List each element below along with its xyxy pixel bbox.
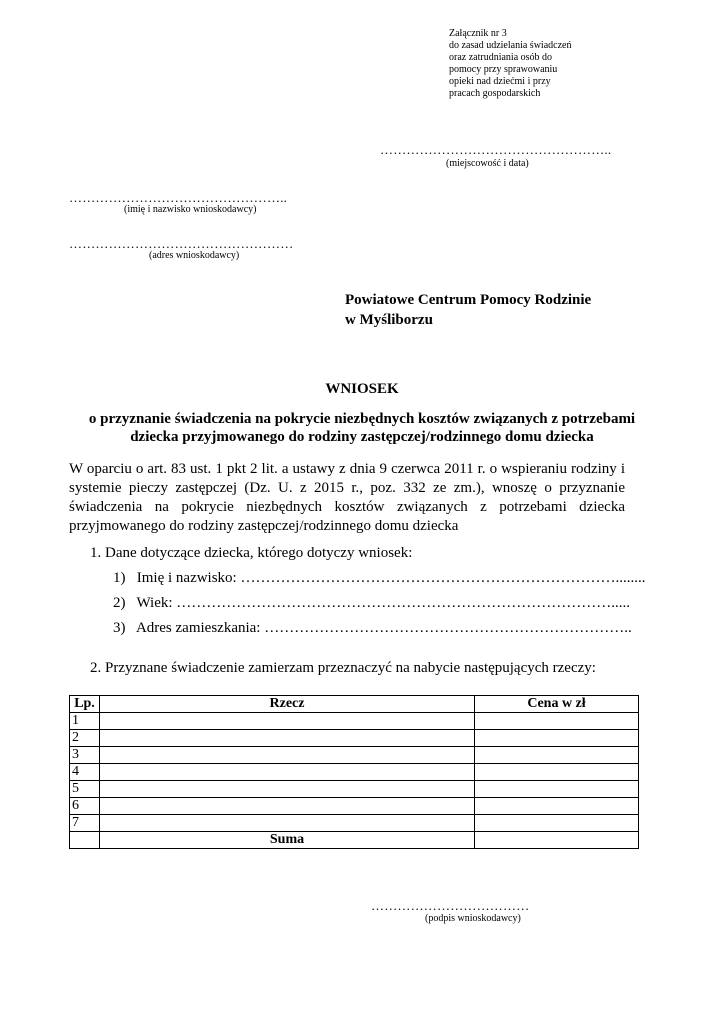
price-cell[interactable] xyxy=(475,798,639,815)
child-age-field[interactable]: ……………………………………………………………………………..... xyxy=(176,595,631,611)
child-name-row xyxy=(113,570,645,587)
item-cell[interactable] xyxy=(100,781,475,798)
attachment-line: pomocy przy sprawowaniu xyxy=(449,64,558,75)
row-number: 1 xyxy=(70,713,100,730)
table-row xyxy=(70,713,639,730)
price-cell[interactable] xyxy=(475,781,639,798)
section-heading-text: Przyznane świadczenie zamierzam przeznaczyć na nabycie następujących rzeczy: xyxy=(105,660,596,676)
header-lp: Lp. xyxy=(70,696,100,713)
attachment-line: opieki nad dziećmi i przy xyxy=(449,76,551,87)
item-cell[interactable] xyxy=(100,798,475,815)
table-row xyxy=(70,764,639,781)
items-table xyxy=(69,695,639,849)
row-number: 4 xyxy=(70,764,100,781)
applicant-name-caption: (imię i nazwisko wnioskodawcy) xyxy=(124,204,257,215)
attachment-line: do zasad udzielania świadczeń xyxy=(449,40,572,51)
sum-value-cell[interactable] xyxy=(475,832,639,849)
child-age-label: Wiek: xyxy=(136,595,173,611)
header-item: Rzecz xyxy=(100,696,475,713)
child-address-label: Adres zamieszkania: xyxy=(135,620,261,636)
row-number: 5 xyxy=(70,781,100,798)
child-address-row xyxy=(113,620,632,637)
attachment-line: Załącznik nr 3 xyxy=(449,28,507,39)
place-date-field[interactable]: …………………………………………….. xyxy=(380,142,612,157)
price-cell[interactable] xyxy=(475,747,639,764)
sum-label: Suma xyxy=(100,832,475,849)
item-number: 1) xyxy=(113,570,126,586)
section-number: 2. xyxy=(90,660,102,676)
item-cell[interactable] xyxy=(100,730,475,747)
subtitle-line: o przyznanie świadczenia na pokrycie niezbędnych kosztów związanych z potrzebami xyxy=(88,411,636,427)
price-cell[interactable] xyxy=(475,764,639,781)
row-number: 2 xyxy=(70,730,100,747)
section-1-heading xyxy=(90,545,412,562)
child-age-row xyxy=(113,595,630,612)
institution-address xyxy=(345,290,591,330)
table-row xyxy=(70,815,639,832)
applicant-name-field[interactable]: ………………………………………….. xyxy=(69,190,288,205)
child-name-field[interactable]: …………………………………………………………………........ xyxy=(240,570,646,586)
item-cell[interactable] xyxy=(100,764,475,781)
table-row xyxy=(70,781,639,798)
row-number: 6 xyxy=(70,798,100,815)
document-subtitle xyxy=(0,410,724,446)
signature-caption: (podpis wnioskodawcy) xyxy=(425,913,521,924)
child-name-label: Imię i nazwisko: xyxy=(136,570,237,586)
place-date-caption: (miejscowość i data) xyxy=(446,158,529,169)
child-address-field[interactable]: ……………………………………………………………….. xyxy=(264,620,632,636)
intro-paragraph: W oparciu o art. 83 ust. 1 pkt 2 lit. a ustawy z dnia 9 czerwca 2011 r. o wspieraniu rodziny i systemie pieczy zastępczej (Dz. U. z 2015 r., poz. 332 ze zm.), wnoszę o przyznanie świadczenia na pokrycie niezbędnych kosztów związanych z potrzebami dziecka przyjmowanego do rodziny zastępczej/rodzinnego domu dziecka xyxy=(69,461,625,534)
subtitle-line: dziecka przyjmowanego do rodziny zastępczej/rodzinnego domu dziecka xyxy=(130,429,594,445)
item-cell[interactable] xyxy=(100,815,475,832)
item-cell[interactable] xyxy=(100,713,475,730)
row-number: 7 xyxy=(70,815,100,832)
header-price: Cena w zł xyxy=(475,696,639,713)
item-number: 3) xyxy=(113,620,126,636)
table-row xyxy=(70,730,639,747)
sum-empty-cell xyxy=(70,832,100,849)
price-cell[interactable] xyxy=(475,713,639,730)
row-number: 3 xyxy=(70,747,100,764)
price-cell[interactable] xyxy=(475,730,639,747)
table-sum-row xyxy=(70,832,639,849)
attachment-line: pracach gospodarskich xyxy=(449,88,541,99)
price-cell[interactable] xyxy=(475,815,639,832)
institution-city: w Myśliborzu xyxy=(345,312,433,328)
institution-name: Powiatowe Centrum Pomocy Rodzinie xyxy=(345,292,592,308)
table-row xyxy=(70,747,639,764)
section-2-heading xyxy=(90,660,596,677)
signature-field[interactable]: ……………………………… xyxy=(371,898,530,913)
section-heading-text: Dane dotyczące dziecka, którego dotyczy wniosek: xyxy=(105,545,413,561)
applicant-address-caption: (adres wnioskodawcy) xyxy=(149,250,240,261)
attachment-note xyxy=(449,28,571,100)
table-header-row xyxy=(70,696,639,713)
attachment-line: oraz zatrudniania osób do xyxy=(449,52,553,63)
table-row xyxy=(70,798,639,815)
document-title: WNIOSEK xyxy=(325,381,399,397)
item-number: 2) xyxy=(113,595,126,611)
section-number: 1. xyxy=(90,545,102,561)
applicant-address-field[interactable]: …………………………………………… xyxy=(69,236,294,251)
item-cell[interactable] xyxy=(100,747,475,764)
